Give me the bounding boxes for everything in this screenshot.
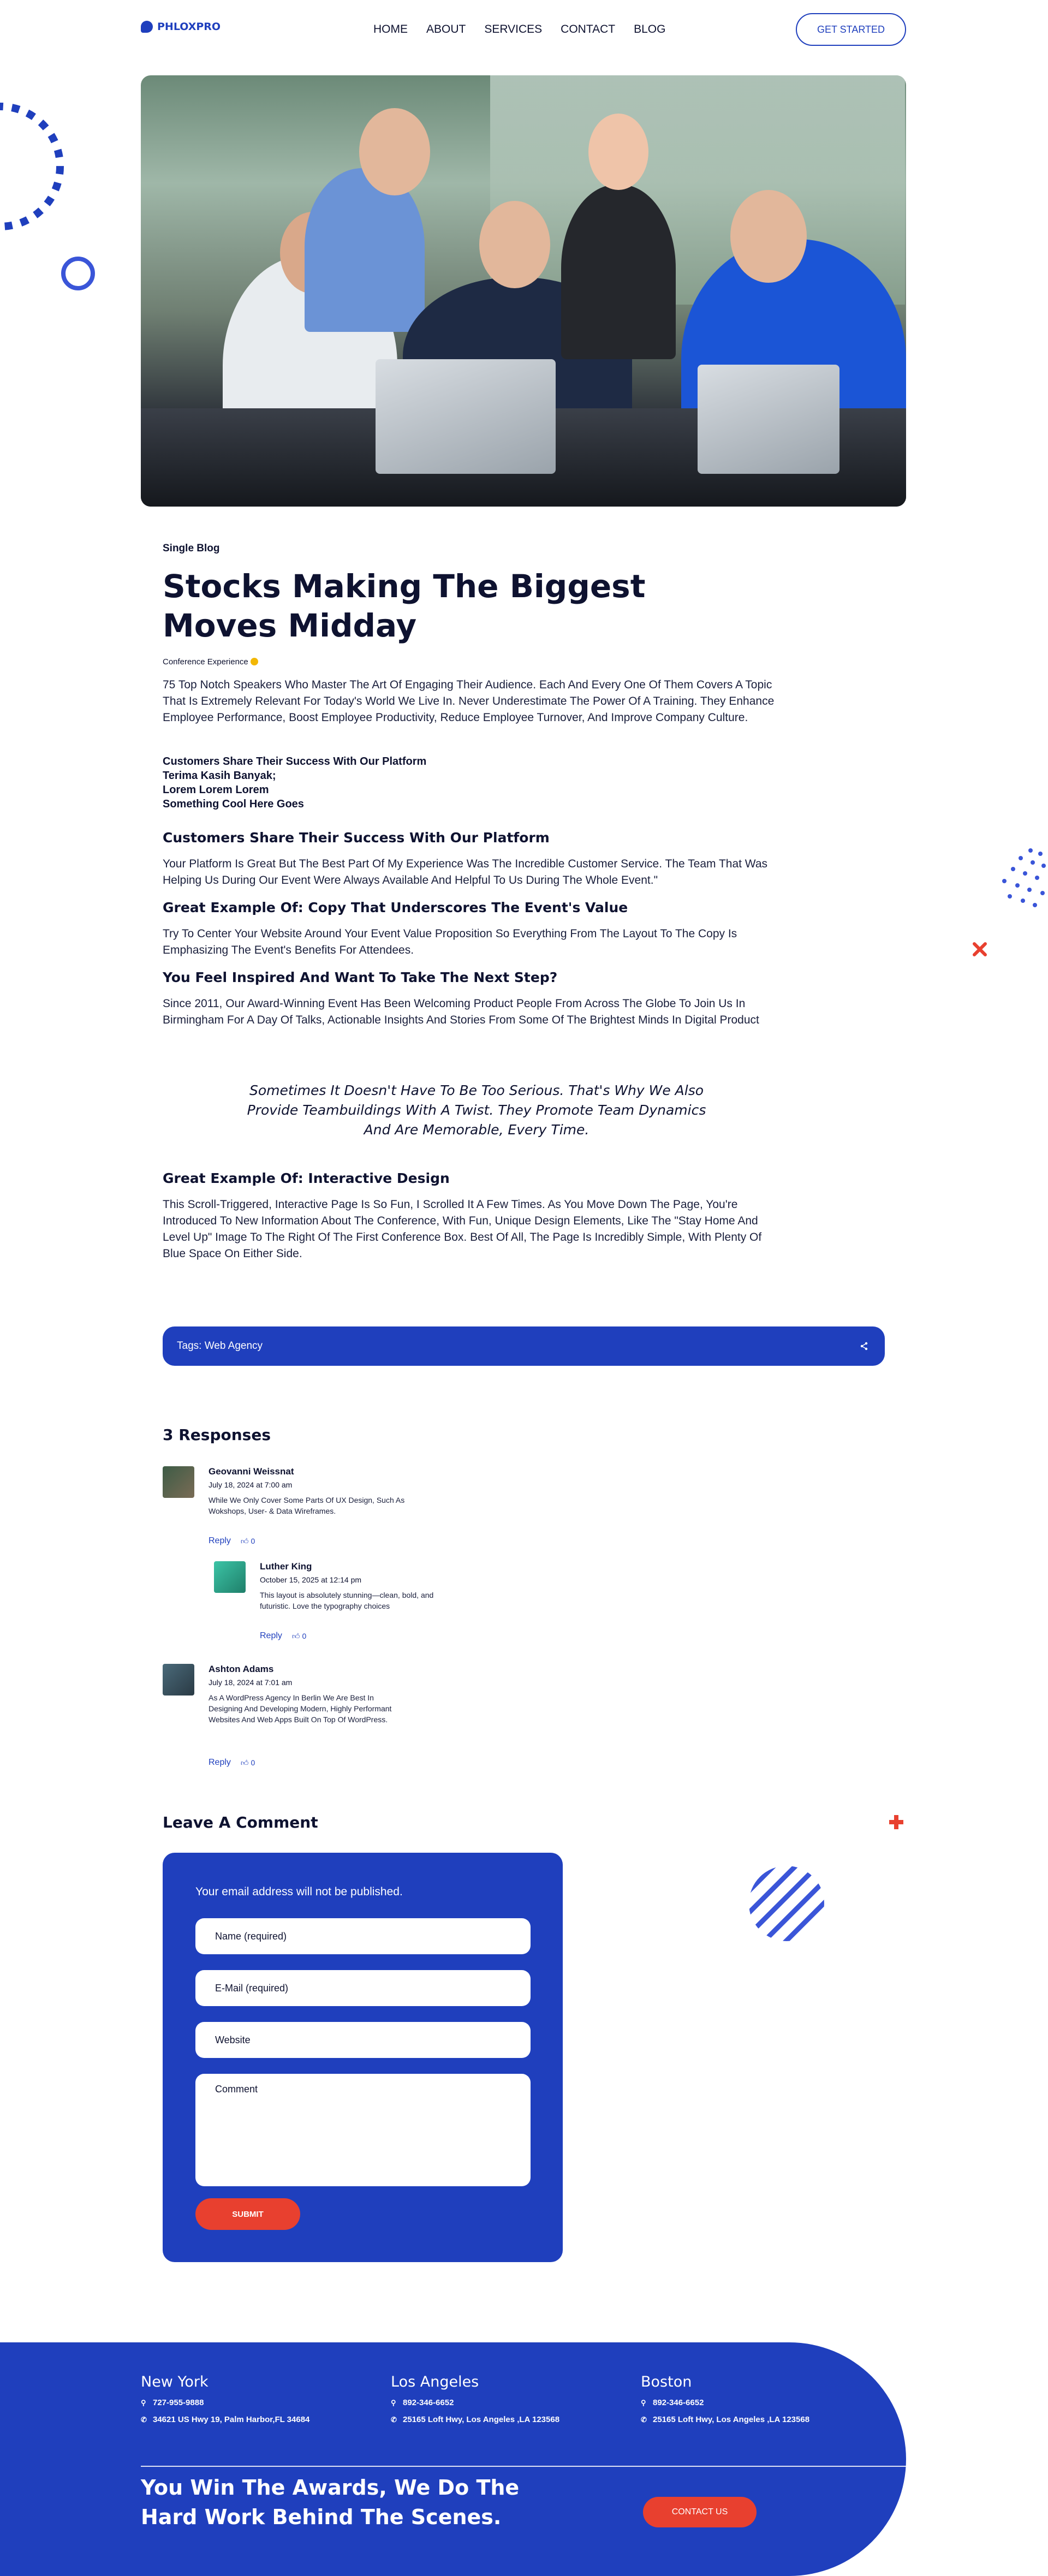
reply-link[interactable]: Reply (209, 1758, 231, 1767)
comment-actions (260, 1631, 306, 1641)
intro-paragraph: 75 Top Notch Speakers Who Master The Art Of Engaging Their Audience. Each And Every One Of Them Covers A Topic That Is Extremely Relevant For Today's World We Live In. Never Underestimate The Power Of A Training. They Enhance Employee Performance, Boost Employee Productivity, Reduce Employee Turnover, And Improve Company Culture. (163, 679, 775, 724)
phone-icon: ✆ (391, 2415, 397, 2424)
office-city: New York (141, 2373, 209, 2390)
comment-textarea[interactable]: Comment (195, 2074, 531, 2186)
avatar (163, 1664, 194, 1695)
like-count: 0 (302, 1631, 307, 1640)
comment-author[interactable]: Luther King (260, 1561, 312, 1572)
get-started-button[interactable]: GET STARTED (796, 13, 906, 46)
location-pin-icon: ⚲ (391, 2398, 396, 2407)
comment (209, 1664, 394, 1725)
like-count: 0 (251, 1758, 255, 1767)
paragraph-inspired: Since 2011, Our Award-Winning Event Has Been Welcoming Product People From Across The Globe To Join Us In Birmingham For A Day Of Talks, Actionable Insights And Stories From Some Of The Brightest Minds In Digital Product (163, 997, 759, 1026)
bold-line: Terima Kasih Banyak; (163, 770, 276, 782)
logo-mark-icon (141, 21, 153, 33)
office-city: Boston (641, 2373, 692, 2390)
bold-list (163, 754, 426, 811)
footer-slogan: You Win The Awards, We Do The Hard Work Behind The Scenes. (141, 2476, 520, 2529)
post-meta (163, 657, 258, 667)
form-note: Your email address will not be published. (195, 1885, 403, 1898)
office-address: ✆ 34621 US Hwy 19, Palm Harbor,FL 34684 (141, 2415, 310, 2424)
website-field[interactable]: Website (195, 2022, 531, 2058)
nav-contact[interactable]: CONTACT (561, 23, 616, 35)
paragraph-interactive: This Scroll-Triggered, Interactive Page Is So Fun, I Scrolled It A Few Times. As You Move Down The Page, You're Introduced To New Information About The Conference, With Fun, Unique Design Elements, Like The "Stay Home And Level Up" Image To The Right Of The First Conference Box. Best Of All, The Page Is Incredibly Simple, With Plenty Of Blue Space On Either Side. (163, 1198, 762, 1260)
comment-text: As A WordPress Agency In Berlin We Are Best In Designing And Developing Modern, Highly Performant Websites And Web Apps Built On Top Of WordPress. (209, 1693, 392, 1724)
tag-web-agency[interactable]: Tags: Web Agency (177, 1340, 263, 1352)
hero-image (141, 75, 906, 507)
main-nav (373, 23, 665, 36)
name-field[interactable]: Name (required) (195, 1918, 531, 1954)
submit-button[interactable]: SUBMIT (195, 2198, 300, 2230)
avatar (163, 1466, 194, 1498)
like-count: 0 (251, 1536, 255, 1545)
dashed-ring-decoration (0, 98, 71, 235)
plus-decoration (888, 1813, 905, 1831)
bold-line: Customers Share Their Success With Our Platform (163, 755, 427, 768)
responses-title: 3 Responses (163, 1426, 271, 1444)
cross-decoration (973, 942, 987, 956)
heading-copy: Great Example Of: Copy That Underscores The Event's Value (163, 900, 628, 915)
logo[interactable] (141, 21, 221, 33)
post-title: Stocks Making The Biggest Moves Midday (163, 568, 646, 644)
pull-quote: Sometimes It Doesn't Have To Be Too Serious. That's Why We Also Provide Teambuildings With A Twist. They Promote Team Dynamics And Are Memorable, Every Time. (247, 1082, 706, 1138)
ring-decoration (59, 254, 97, 293)
heading-success: Customers Share Their Success With Our Platform (163, 830, 550, 846)
phone-icon: ✆ (141, 2415, 147, 2424)
nav-services[interactable]: SERVICES (484, 23, 543, 35)
nav-home[interactable]: HOME (373, 23, 408, 35)
office-new-york (141, 2373, 309, 2424)
location-pin-icon: ⚲ (141, 2398, 146, 2407)
comment-text: While We Only Cover Some Parts Of UX Design, Such As Wokshops, User- & Data Wireframes. (209, 1496, 405, 1515)
office-phone[interactable]: ⚲ 727-955-9888 (141, 2398, 204, 2407)
comment-date: July 18, 2024 at 7:01 am (209, 1678, 293, 1687)
thumbs-up-icon: 👍︎ (291, 1631, 300, 1640)
avatar (214, 1561, 246, 1593)
footer-divider (141, 2466, 906, 2467)
location-pin-icon: ⚲ (641, 2398, 646, 2407)
comment (209, 1466, 405, 1516)
office-address: ✆ 25165 Loft Hwy, Los Angeles ,LA 123568 (641, 2415, 810, 2424)
like-button[interactable] (241, 1758, 255, 1768)
logo-text: PHLOXPRO (157, 21, 221, 33)
office-los-angeles (391, 2373, 559, 2424)
contact-us-button[interactable]: CONTACT US (643, 2497, 757, 2527)
paragraph-copy: Try To Center Your Website Around Your Event Value Proposition So Everything From The Layout To The Copy Is Emphasizing The Event's Benefits For Attendees. (163, 927, 737, 956)
emoji-icon (251, 658, 258, 665)
heading-inspired: You Feel Inspired And Want To Take The Next Step? (163, 969, 558, 985)
reply-link[interactable]: Reply (260, 1631, 282, 1640)
office-phone[interactable]: ⚲ 892-346-6652 (641, 2398, 704, 2407)
leave-comment-title: Leave A Comment (163, 1813, 318, 1831)
email-field[interactable]: E-Mail (required) (195, 1970, 531, 2006)
office-city: Los Angeles (391, 2373, 479, 2390)
comment-date: October 15, 2025 at 12:14 pm (260, 1575, 362, 1584)
comment-author[interactable]: Ashton Adams (209, 1664, 274, 1674)
like-button[interactable] (292, 1632, 306, 1641)
thumbs-up-icon: 👍︎ (240, 1758, 249, 1767)
comment-author[interactable]: Geovanni Weissnat (209, 1466, 294, 1477)
like-button[interactable] (241, 1537, 255, 1546)
bold-line: Something Cool Here Goes (163, 798, 304, 810)
office-boston (641, 2373, 809, 2424)
bold-line: Lorem Lorem Lorem (163, 784, 269, 796)
comment-text: This layout is absolutely stunning—clean, bold, and futuristic. Love the typography choices (260, 1591, 434, 1610)
striped-circle-decoration (748, 1865, 825, 1942)
office-address: ✆ 25165 Loft Hwy, Los Angeles ,LA 123568 (391, 2415, 560, 2424)
nav-blog[interactable]: BLOG (634, 23, 666, 35)
comment-date: July 18, 2024 at 7:00 am (209, 1480, 293, 1489)
share-icon[interactable] (860, 1342, 868, 1351)
dots-decoration (993, 846, 1048, 933)
nav-about[interactable]: ABOUT (426, 23, 466, 35)
office-phone[interactable]: ⚲ 892-346-6652 (391, 2398, 454, 2407)
tags-bar (163, 1326, 885, 1366)
reply-link[interactable]: Reply (209, 1536, 231, 1545)
heading-interactive: Great Example Of: Interactive Design (163, 1170, 450, 1186)
comment (260, 1561, 456, 1611)
comment-actions (209, 1536, 255, 1546)
paragraph-success: Your Platform Is Great But The Best Part Of My Experience Was The Incredible Customer Service. The Team That Was Helping Us During Our Event Were Always Available And Helpful To Us During The Whole Event." (163, 858, 768, 887)
phone-icon: ✆ (641, 2415, 647, 2424)
thumbs-up-icon: 👍︎ (240, 1536, 249, 1545)
post-category: Single Blog (163, 543, 220, 554)
post-meta-text: Conference Experience (163, 657, 248, 667)
comment-actions (209, 1758, 255, 1768)
